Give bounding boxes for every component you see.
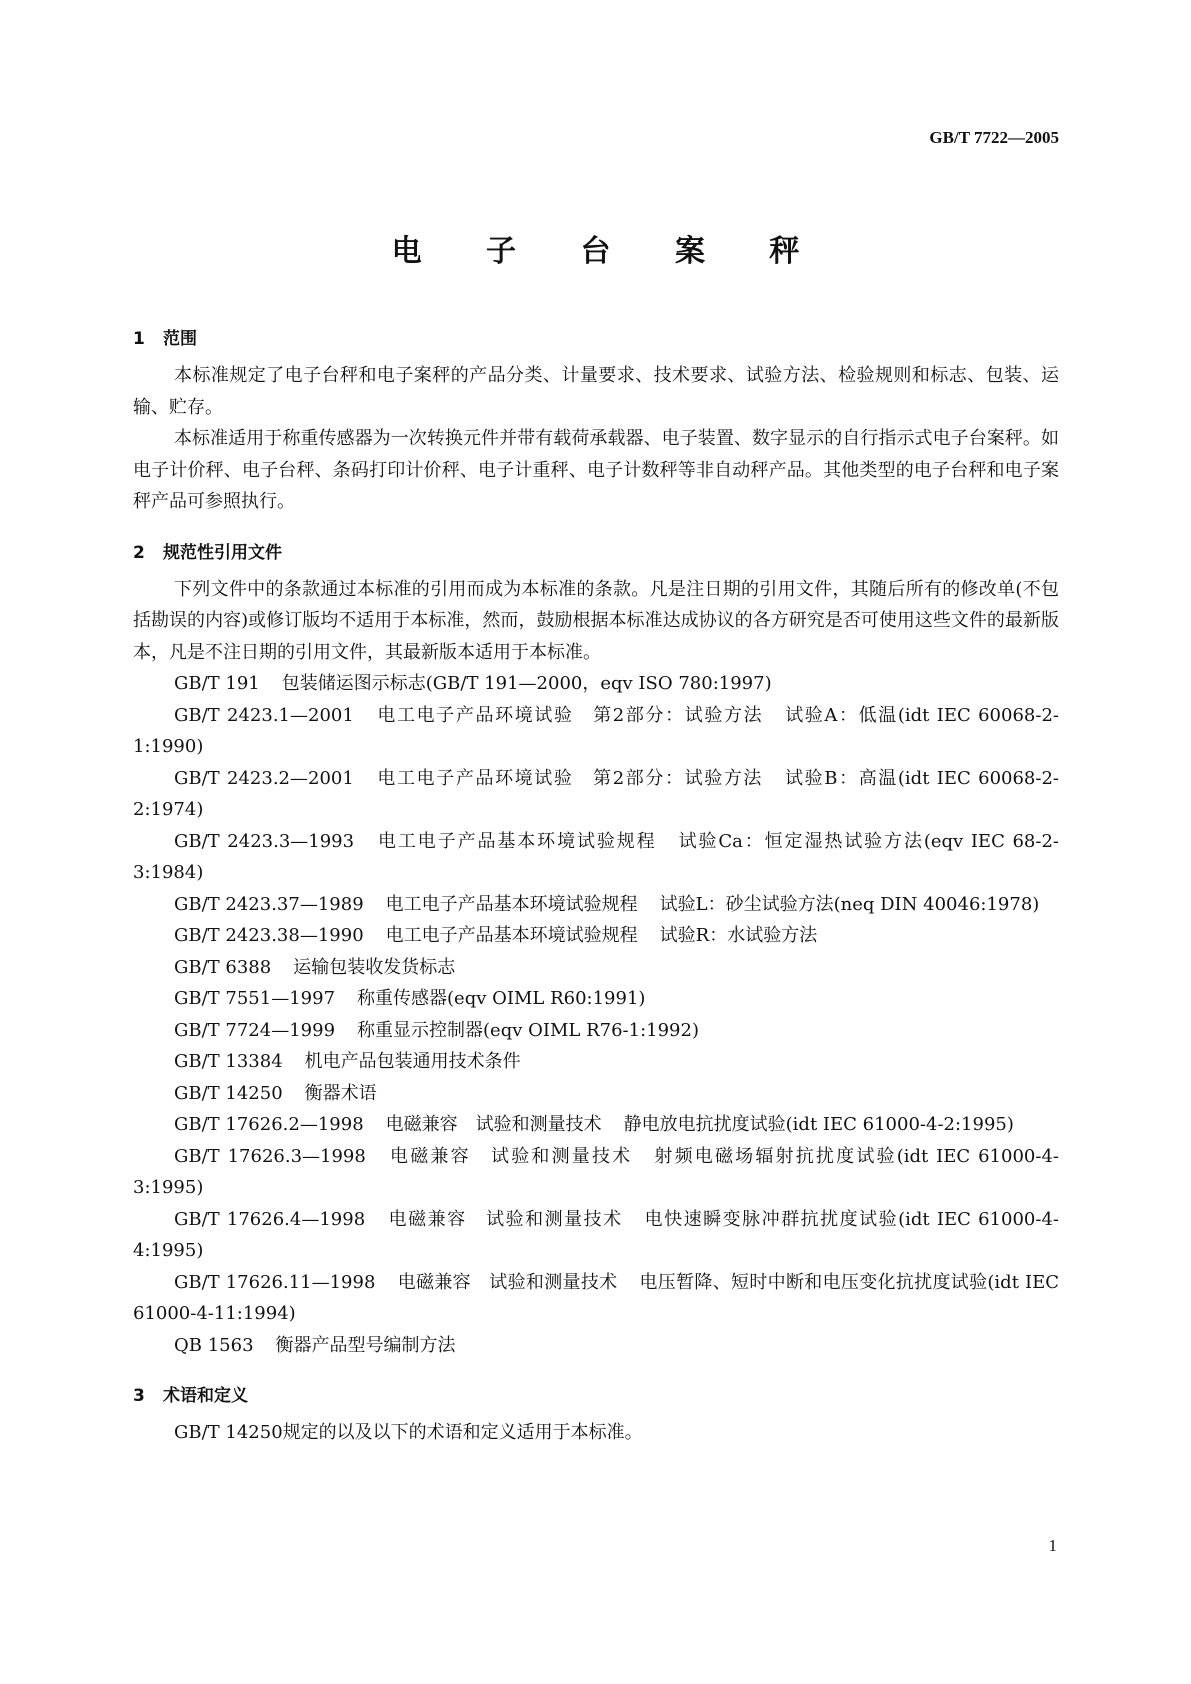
reference-title: 电工电子产品基本环境试验规程 <box>376 830 657 852</box>
reference-extra: 试验R：水试验方法 <box>659 925 818 946</box>
reference-title: 称重传感器(eqv OIML R60:1991) <box>357 988 646 1009</box>
scope-paragraph: 本标准规定了电子台秤和电子案秤的产品分类、计量要求、技术要求、试验方法、检验规则和标志、包装、运输、贮存。 <box>133 365 1059 418</box>
reference-title: 运输包装收发货标志 <box>293 956 456 978</box>
reference-item <box>133 1015 1059 1047</box>
reference-code: GB/T 7551—1997 <box>174 988 336 1009</box>
reference-code: GB/T 2423.38—1990 <box>174 925 364 946</box>
reference-item <box>133 1330 1059 1362</box>
reference-title: 电磁兼容 试验和测量技术 <box>387 1208 623 1230</box>
references-intro: 下列文件中的条款通过本标准的引用而成为本标准的条款。凡是注日期的引用文件，其随后所有的修改单(不包括勘误的内容)或修订版均不适用于本标准，然而，鼓励根据本标准达成协议的各方研究是否可使用这些文件的最新版本，凡是不注日期的引用文件，其最新版本适用于本标准。 <box>133 578 1059 663</box>
reference-item <box>133 763 1059 826</box>
reference-title: 电磁兼容 试验和测量技术 <box>385 1114 602 1135</box>
reference-item <box>133 1109 1059 1141</box>
reference-code: GB/T 2423.3—1993 <box>174 830 355 852</box>
reference-title: 衡器产品型号编制方法 <box>275 1334 456 1356</box>
reference-title: 电工电子产品基本环境试验规程 <box>385 893 638 915</box>
reference-extra: 静电放电抗扰度试验(idt IEC 61000-4-2:1995) <box>623 1114 1014 1135</box>
reference-code: QB 1563 <box>174 1334 254 1356</box>
reference-list <box>133 668 1059 1361</box>
reference-code: GB/T 14250 <box>174 1082 283 1104</box>
document-body <box>133 324 1059 1449</box>
reference-item <box>133 952 1059 984</box>
reference-extra: 试验B：高温(idt IEC 60068-2-2:1974) <box>133 767 1059 820</box>
reference-code: GB/T 17626.3—1998 <box>174 1145 366 1167</box>
reference-code: GB/T 2423.2—2001 <box>174 767 354 789</box>
reference-code: GB/T 17626.2—1998 <box>174 1114 364 1135</box>
scope-paragraph: 本标准适用于称重传感器为一次转换元件并带有载荷承载器、电子装置、数字显示的自行指示式电子台案秤。如电子计价秤、电子台秤、条码打印计价秤、电子计重秤、电子计数秤等非自动秤产品。其他类型的电子台秤和电子案秤产品可参照执行。 <box>133 428 1059 512</box>
reference-item <box>133 920 1059 952</box>
section-heading-scope <box>133 324 1059 354</box>
reference-code: GB/T 2423.1—2001 <box>174 704 354 726</box>
reference-item <box>133 700 1059 763</box>
section-title: 规范性引用文件 <box>163 542 282 563</box>
reference-extra: 试验Ca：恒定湿热试验方法(eqv IEC 68-2-3:1984) <box>133 830 1059 883</box>
reference-item <box>133 826 1059 889</box>
standard-code: GB/T 7722—2005 <box>929 128 1059 147</box>
reference-title: 包装储运图示标志(GB/T 191—2000，eqv ISO 780:1997) <box>281 673 772 694</box>
reference-title: 电工电子产品环境试验 第2部分：试验方法 <box>375 704 764 726</box>
reference-item <box>133 1046 1059 1078</box>
section-number: 2 <box>133 542 145 563</box>
reference-title: 电工电子产品环境试验 第2部分：试验方法 <box>375 767 764 789</box>
reference-item <box>133 983 1059 1015</box>
reference-item <box>133 1141 1059 1204</box>
reference-code: GB/T 2423.37—1989 <box>174 893 364 915</box>
reference-title: 称重显示控制器(eqv OIML R76-1:1992) <box>357 1019 699 1041</box>
document-title: 电 子 台 案 秤 <box>391 234 827 269</box>
reference-extra: 电压暂降、短时中断和电压变化抗扰度试验(idt IEC 61000-4-11:1994) <box>133 1271 1059 1324</box>
reference-item <box>133 1078 1059 1110</box>
reference-title: 衡器术语 <box>304 1082 377 1104</box>
terms-paragraph: GB/T 14250规定的以及以下的术语和定义适用于本标准。 <box>174 1422 643 1443</box>
reference-extra: 射频电磁场辐射抗扰度试验(idt IEC 61000-4-3:1995) <box>133 1145 1059 1198</box>
reference-extra: 电快速瞬变脉冲群抗扰度试验(idt IEC 61000-4-4:1995) <box>133 1208 1059 1261</box>
reference-item <box>133 668 1059 700</box>
reference-title: 电磁兼容 试验和测量技术 <box>387 1145 633 1167</box>
section-title: 范围 <box>163 329 197 349</box>
page-number: 1 <box>1048 1536 1057 1555</box>
reference-item <box>133 1267 1059 1330</box>
reference-item <box>133 889 1059 921</box>
reference-code: GB/T 17626.4—1998 <box>174 1208 366 1230</box>
reference-code: GB/T 17626.11—1998 <box>174 1271 376 1293</box>
reference-code: GB/T 6388 <box>174 956 272 978</box>
reference-title: 电磁兼容 试验和测量技术 <box>397 1271 618 1293</box>
reference-title: 电工电子产品基本环境试验规程 <box>385 925 638 946</box>
section-number: 1 <box>133 329 145 349</box>
reference-title: 机电产品包装通用技术条件 <box>304 1051 521 1072</box>
reference-extra: 试验L：砂尘试验方法(neq DIN 40046:1978) <box>659 893 1040 915</box>
reference-extra: 试验A：低温(idt IEC 60068-2-1:1990) <box>133 704 1059 757</box>
reference-item <box>133 1204 1059 1267</box>
section-title: 术语和定义 <box>163 1386 248 1406</box>
reference-code: GB/T 191 <box>174 673 260 694</box>
reference-code: GB/T 13384 <box>174 1051 283 1072</box>
section-heading-references <box>133 538 1059 568</box>
section-number: 3 <box>133 1386 145 1406</box>
section-heading-terms <box>133 1381 1059 1411</box>
reference-code: GB/T 7724—1999 <box>174 1019 336 1041</box>
